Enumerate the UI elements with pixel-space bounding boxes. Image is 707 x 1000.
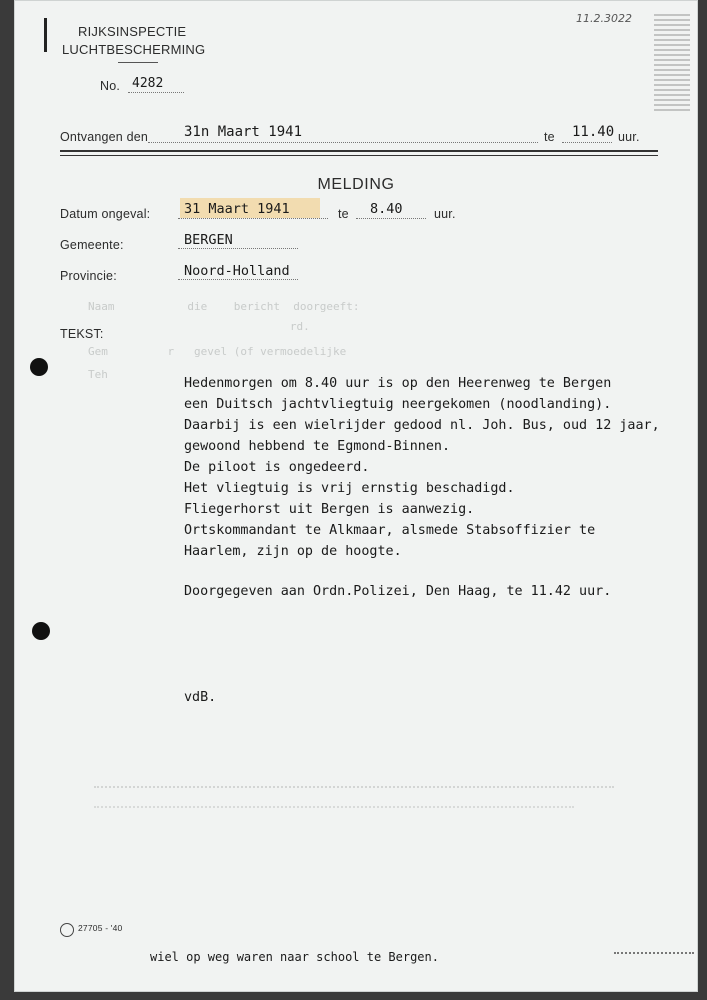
signature-initials: vdB. <box>184 690 217 705</box>
header-rule-top <box>60 150 658 152</box>
provincie-value: Noord-Holland <box>184 263 290 279</box>
received-time-dotline <box>562 142 612 143</box>
body-line-3: Daarbij is een wielrijder gedood nl. Joh. Bus, oud 12 jaar, <box>184 418 660 433</box>
received-label: Ontvangen den <box>60 130 149 144</box>
edge-stain <box>654 14 690 114</box>
form-code: 27705 - '40 <box>78 923 123 933</box>
datum-time: 8.40 <box>370 201 403 217</box>
number-dotline <box>128 92 184 93</box>
gemeente-dotline <box>178 248 298 249</box>
datum-label: Datum ongeval: <box>60 207 151 221</box>
received-time-unit: uur. <box>618 130 640 144</box>
form-logo-icon <box>60 923 74 937</box>
org-underline <box>118 62 158 63</box>
bleed-through-2 <box>94 806 574 808</box>
received-date: 31n Maart 1941 <box>184 124 303 140</box>
margin-mark <box>44 18 47 52</box>
received-time: 11.40 <box>572 124 615 140</box>
org-name-line2: LUCHTBESCHERMING <box>62 42 206 57</box>
faded-form-line4: Teh <box>88 368 108 381</box>
received-time-label: te <box>544 130 555 144</box>
received-date-dotline <box>148 142 538 143</box>
body-line-4: gewoond hebbend te Egmond-Binnen. <box>184 439 451 454</box>
gemeente-label: Gemeente: <box>60 238 124 252</box>
body-line-8: Ortskommandant te Alkmaar, alsmede Stabsoffizier te <box>184 523 596 538</box>
punch-hole-bottom <box>32 622 50 640</box>
number-value: 4282 <box>132 76 164 91</box>
provincie-dotline <box>178 279 298 280</box>
datum-dotline <box>178 218 328 219</box>
punch-hole-top <box>30 358 48 376</box>
body-line-2: een Duitsch jachtvliegtuig neergekomen (noodlanding). <box>184 397 612 412</box>
document-title: MELDING <box>317 176 395 193</box>
document-page <box>14 0 698 992</box>
gemeente-value: BERGEN <box>184 232 233 248</box>
forwarded-line: Doorgegeven aan Ordn.Polizei, Den Haag, te 11.42 uur. <box>184 584 612 599</box>
datum-time-unit: uur. <box>434 207 456 221</box>
bottom-edge-marks <box>614 952 694 954</box>
org-name-line1: RIJKSINSPECTIE <box>78 24 187 39</box>
body-line-1: Hedenmorgen om 8.40 uur is op den Heerenweg te Bergen <box>184 376 612 391</box>
faded-form-line3: Gem r gevel (of vermoedelijke <box>88 345 347 358</box>
header-rule-bottom <box>60 155 658 156</box>
faded-form-line2: rd. <box>164 320 310 333</box>
bottom-underlying-text: wiel op weg waren naar school te Bergen. <box>150 950 439 964</box>
tekst-label: TEKST: <box>60 327 104 341</box>
number-label: No. <box>100 79 121 93</box>
provincie-label: Provincie: <box>60 269 117 283</box>
archive-number: 11.2.3022 <box>576 12 632 25</box>
body-line-5: De piloot is ongedeerd. <box>184 460 370 475</box>
body-line-9: Haarlem, zijn op de hoogte. <box>184 544 402 559</box>
bleed-through-1 <box>94 786 614 788</box>
body-line-7: Fliegerhorst uit Bergen is aanwezig. <box>184 502 475 517</box>
body-line-6: Het vliegtuig is vrij ernstig beschadigd. <box>184 481 515 496</box>
datum-value: 31 Maart 1941 <box>184 201 290 217</box>
datum-time-dotline <box>356 218 426 219</box>
faded-form-line1: Naam die bericht doorgeeft: <box>88 300 360 313</box>
datum-time-label: te <box>338 207 349 221</box>
